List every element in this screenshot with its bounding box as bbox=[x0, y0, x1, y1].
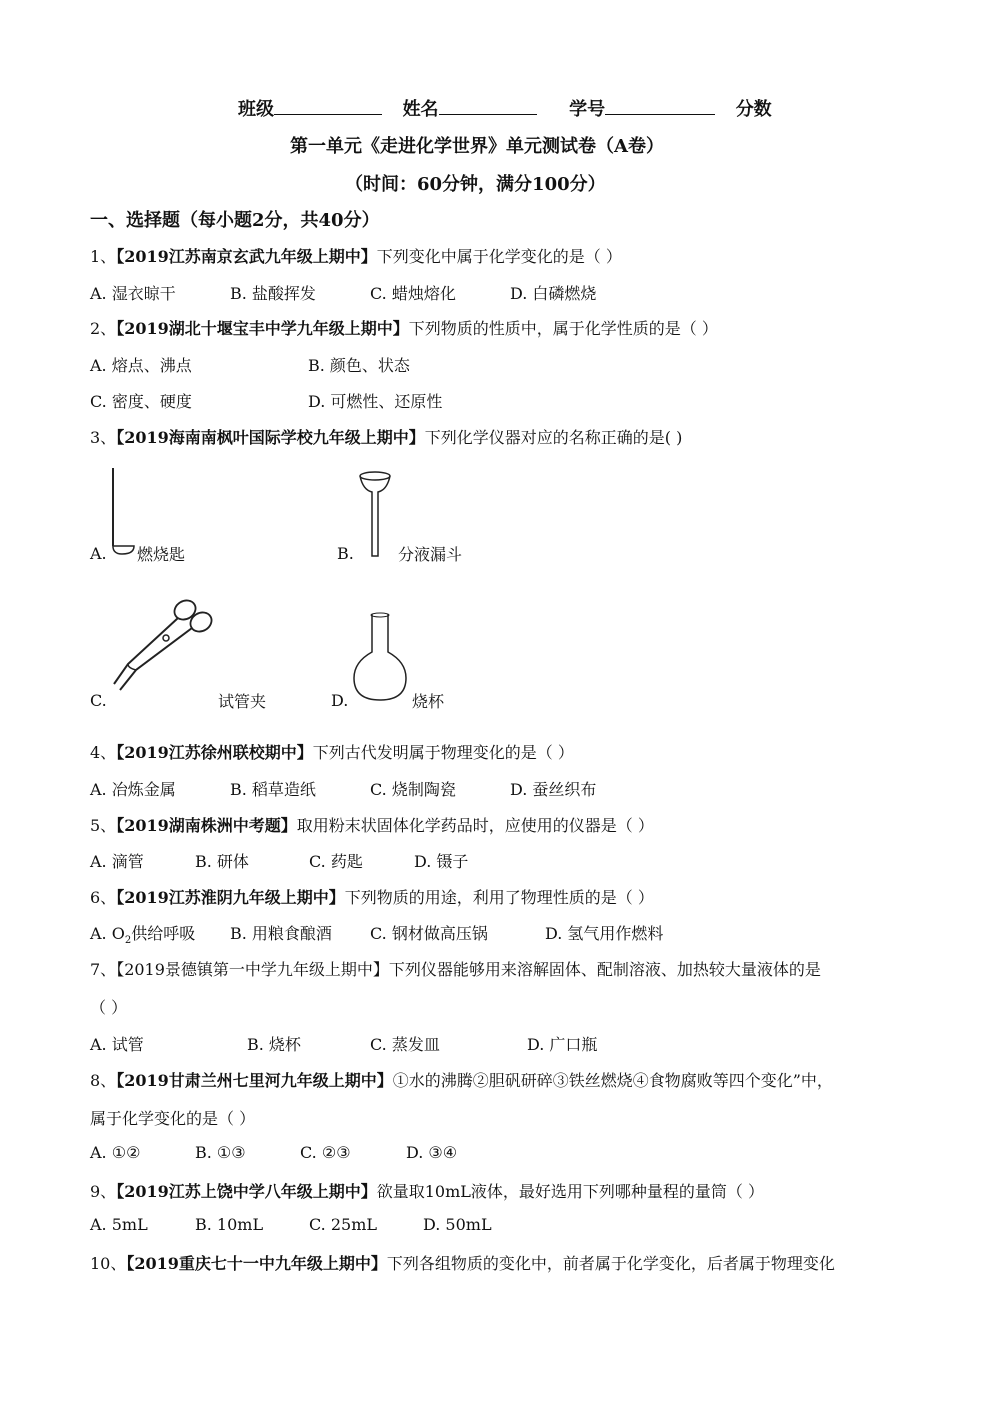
question-10 bbox=[90, 1251, 835, 1274]
question-7-continued: （ ） bbox=[90, 998, 128, 1017]
class-label: 班级 bbox=[238, 99, 274, 120]
option-a-text: A. O bbox=[90, 924, 125, 943]
question-text: 下列变化中属于化学变化的是（ ） bbox=[376, 247, 622, 266]
option-c[interactable]: C. 密度、硬度 bbox=[90, 392, 192, 411]
question-6 bbox=[90, 885, 654, 908]
option-b[interactable]: B. 研体 bbox=[195, 852, 249, 871]
option-c[interactable]: C. ②③ bbox=[300, 1143, 351, 1162]
option-d[interactable]: D. 白磷燃烧 bbox=[510, 284, 597, 303]
option-a-text-rest: 供给呼吸 bbox=[131, 924, 196, 943]
number-label: 学号 bbox=[569, 99, 606, 120]
option-a[interactable] bbox=[90, 921, 195, 946]
question-text: 下列古代发明属于物理变化的是（ ） bbox=[312, 743, 574, 762]
class-blank[interactable] bbox=[274, 96, 382, 115]
question-number: 5、 bbox=[90, 816, 117, 835]
option-b[interactable]: B. bbox=[337, 544, 354, 563]
name-label: 姓名 bbox=[402, 99, 439, 120]
question-1 bbox=[90, 244, 622, 267]
question-number: 1、 bbox=[90, 247, 117, 266]
option-c-label: 试管夹 bbox=[218, 692, 267, 711]
question-8-continued: 属于化学变化的是（ ） bbox=[90, 1109, 256, 1128]
crucible-tongs-image bbox=[106, 598, 216, 698]
option-c[interactable]: C. bbox=[90, 691, 107, 710]
question-number: 2、 bbox=[90, 319, 117, 338]
score-label: 分数 bbox=[735, 99, 772, 120]
option-d[interactable]: D. ③④ bbox=[406, 1143, 458, 1162]
question-9 bbox=[90, 1179, 764, 1202]
option-c[interactable]: C. 蒸发皿 bbox=[370, 1035, 440, 1054]
question-text: 下列仪器能够用来溶解固体、配制溶液、加热较大量液体的是 bbox=[388, 960, 821, 979]
option-c[interactable]: C. 药匙 bbox=[309, 852, 363, 871]
question-text: 下列各组物质的变化中，前者属于化学变化，后者属于物理变化 bbox=[386, 1254, 835, 1273]
question-3 bbox=[90, 425, 682, 448]
question-4 bbox=[90, 740, 574, 763]
question-text: 下列物质的性质中，属于化学性质的是（ ） bbox=[408, 319, 718, 338]
number-blank[interactable] bbox=[605, 96, 715, 115]
student-info-line bbox=[238, 95, 772, 121]
question-number: 8、 bbox=[90, 1071, 117, 1090]
question-number: 4、 bbox=[90, 743, 117, 762]
option-d[interactable]: D. 50mL bbox=[423, 1215, 492, 1234]
question-text: 欲量取10mL液体，最好选用下列哪种量程的量筒（ ） bbox=[376, 1182, 764, 1201]
option-d-label: 烧杯 bbox=[412, 692, 445, 711]
question-source: 【2019湖南株洲中考题】 bbox=[116, 816, 297, 835]
option-b[interactable]: B. 烧杯 bbox=[247, 1035, 301, 1054]
question-number: 7、 bbox=[90, 960, 117, 979]
option-d[interactable]: D. 广口瓶 bbox=[527, 1035, 598, 1054]
question-source: 【2019重庆七十一中九年级上期中】 bbox=[126, 1254, 387, 1273]
section-title: 一、选择题（每小题2分，共40分） bbox=[90, 210, 380, 231]
option-b[interactable]: B. ①③ bbox=[195, 1143, 246, 1162]
question-text: 下列物质的用途，利用了物理性质的是（ ） bbox=[344, 888, 654, 907]
option-a[interactable]: A. ①② bbox=[90, 1143, 141, 1162]
option-b[interactable]: B. 10mL bbox=[195, 1215, 264, 1234]
question-2 bbox=[90, 316, 718, 339]
question-number: 9、 bbox=[90, 1182, 117, 1201]
option-d[interactable]: D. 蚕丝织布 bbox=[510, 780, 597, 799]
option-a[interactable]: A. 滴管 bbox=[90, 852, 144, 871]
option-a[interactable]: A. bbox=[90, 544, 107, 563]
question-source: 【2019江苏徐州联校期中】 bbox=[116, 743, 313, 762]
question-source: 【2019湖北十堰宝丰中学九年级上期中】 bbox=[116, 319, 409, 338]
option-b-label: 分液漏斗 bbox=[398, 545, 463, 564]
option-c[interactable]: C. 钢材做高压锅 bbox=[370, 924, 488, 943]
option-d[interactable]: D. 可燃性、还原性 bbox=[308, 392, 443, 411]
option-c[interactable]: C. 蜡烛熔化 bbox=[370, 284, 456, 303]
option-b[interactable]: B. 用粮食酿酒 bbox=[230, 924, 332, 943]
option-d[interactable]: D. 氢气用作燃料 bbox=[545, 924, 664, 943]
name-blank[interactable] bbox=[439, 96, 537, 115]
question-text: 取用粉末状固体化学药品时，应使用的仪器是（ ） bbox=[296, 816, 654, 835]
question-source: 【2019江苏淮阴九年级上期中】 bbox=[116, 888, 345, 907]
option-a-label: 燃烧匙 bbox=[137, 545, 186, 564]
option-a[interactable]: A. 冶炼金属 bbox=[90, 780, 176, 799]
question-8 bbox=[90, 1068, 833, 1091]
question-number: 6、 bbox=[90, 888, 117, 907]
option-d[interactable]: D. bbox=[331, 691, 349, 710]
question-5 bbox=[90, 813, 654, 836]
option-a[interactable]: A. 熔点、沸点 bbox=[90, 356, 192, 375]
question-source: 【2019海南南枫叶国际学校九年级上期中】 bbox=[116, 428, 425, 447]
option-c[interactable]: C. 25mL bbox=[309, 1215, 377, 1234]
question-text: ①水的沸腾②胆矾研碎③铁丝燃烧④食物腐败等四个变化”中， bbox=[392, 1071, 833, 1090]
option-a[interactable]: A. 试管 bbox=[90, 1035, 144, 1054]
option-c[interactable]: C. 烧制陶瓷 bbox=[370, 780, 456, 799]
question-source: 【2019甘肃兰州七里河九年级上期中】 bbox=[116, 1071, 393, 1090]
time-info: （时间：60分钟，满分100分） bbox=[345, 174, 606, 195]
option-b[interactable]: B. 稻草造纸 bbox=[230, 780, 316, 799]
question-source: 【2019景德镇第一中学九年级上期中】 bbox=[116, 960, 389, 979]
question-source: 【2019江苏南京玄武九年级上期中】 bbox=[116, 247, 377, 266]
option-a-subscript: 2 bbox=[124, 935, 132, 947]
flask-image bbox=[350, 612, 410, 704]
option-a[interactable]: A. 5mL bbox=[90, 1215, 148, 1234]
option-b[interactable]: B. 颜色、状态 bbox=[308, 356, 410, 375]
page-title: 第一单元《走进化学世界》单元测试卷（A卷） bbox=[290, 136, 664, 157]
question-number: 10、 bbox=[90, 1254, 127, 1273]
option-d[interactable]: D. 镊子 bbox=[414, 852, 469, 871]
question-7 bbox=[90, 957, 821, 980]
funnel-image bbox=[355, 470, 395, 560]
option-b[interactable]: B. 盐酸挥发 bbox=[230, 284, 316, 303]
option-a[interactable]: A. 湿衣晾干 bbox=[90, 284, 176, 303]
question-source: 【2019江苏上饶中学八年级上期中】 bbox=[116, 1182, 377, 1201]
question-text: 下列化学仪器对应的名称正确的是( ) bbox=[424, 428, 683, 447]
combustion-spoon-image bbox=[104, 466, 138, 556]
question-number: 3、 bbox=[90, 428, 117, 447]
